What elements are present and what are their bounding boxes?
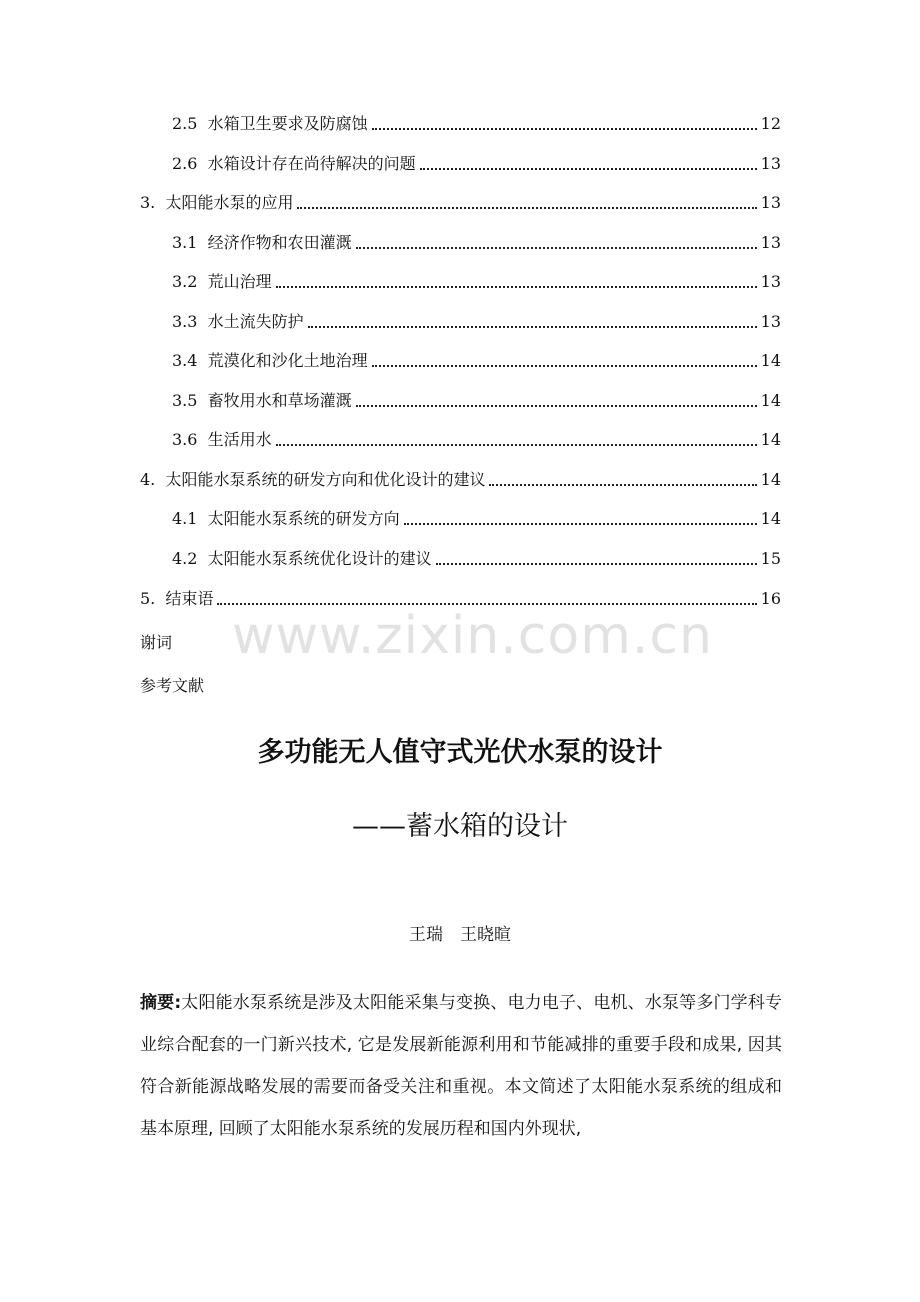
- toc-references[interactable]: 参考文献: [140, 676, 205, 695]
- authors: 王瑞 王晓暄: [409, 925, 511, 945]
- toc-title: [197, 312, 303, 332]
- toc-leader: [436, 563, 757, 565]
- toc-page-number: 14: [760, 391, 781, 410]
- abstract-label: 摘要:: [140, 993, 182, 1013]
- toc-title: [197, 430, 271, 450]
- toc-title-text: 太阳能水泵的应用: [165, 193, 294, 212]
- toc-page-number: 14: [760, 509, 781, 528]
- paper-subtitle: ——蓄水箱的设计: [352, 811, 568, 842]
- paper-title: 多功能无人值守式光伏水泵的设计: [257, 737, 663, 768]
- toc-entry-4-1[interactable]: [172, 505, 781, 529]
- toc-entry-3-6[interactable]: [172, 426, 781, 450]
- toc-entry-3-3[interactable]: [172, 308, 781, 332]
- toc-number: 3.4: [172, 351, 198, 370]
- toc-title: [197, 233, 351, 253]
- toc-number: 4.1: [172, 509, 198, 528]
- toc-leader: [372, 365, 757, 367]
- toc-number: 2.5: [172, 114, 198, 133]
- abstract: [140, 982, 782, 1150]
- abstract-text: 太阳能水泵系统是涉及太阳能采集与变换、电力电子、电机、水泵等多门学科专业综合配套的一门新兴技术, 它是发展新能源利用和节能减排的重要手段和成果, 因其符合新能源战略发展的需要而备受关注和重视。本文简述了太阳能水泵系统的组成和基本原理, 回顾了太阳能水泵系统的发展历程和国内外现状,: [140, 993, 782, 1139]
- toc-entry-3[interactable]: [140, 189, 781, 213]
- toc-title: [155, 589, 213, 609]
- toc-page-number: 12: [760, 114, 781, 133]
- toc-number: 2.6: [172, 154, 198, 173]
- toc-title-text: 结束语: [165, 589, 214, 608]
- toc-leader: [297, 207, 756, 209]
- toc-leader: [404, 523, 757, 525]
- toc-title-text: 太阳能水泵系统的研发方向和优化设计的建议: [165, 470, 486, 489]
- toc-number: 3.5: [172, 391, 198, 410]
- toc-number: 3.6: [172, 430, 198, 449]
- toc-title: [155, 193, 293, 213]
- toc-title-text: 经济作物和农田灌溉: [207, 233, 352, 252]
- toc-page-number: 13: [760, 193, 781, 212]
- toc-page-number: 13: [760, 312, 781, 331]
- toc-title: [197, 154, 415, 174]
- toc-entry-4[interactable]: [140, 466, 781, 490]
- toc-page-number: 13: [760, 272, 781, 291]
- toc-entry-3-1[interactable]: [172, 229, 781, 253]
- toc-title: [197, 391, 351, 411]
- toc-entry-3-4[interactable]: [172, 347, 781, 371]
- toc-number: 3.3: [172, 312, 198, 331]
- toc-thanks[interactable]: 谢词: [140, 633, 173, 652]
- toc-title: [197, 509, 399, 529]
- toc-title-text: 太阳能水泵系统优化设计的建议: [207, 549, 432, 568]
- toc-leader: [356, 247, 757, 249]
- toc-leader: [276, 444, 757, 446]
- toc-leader: [420, 168, 757, 170]
- toc-page-number: 14: [760, 351, 781, 370]
- toc-page-number: 14: [760, 470, 781, 489]
- toc-number: 5.: [140, 589, 156, 608]
- toc-page-number: 15: [760, 549, 781, 568]
- toc-entry-4-2[interactable]: [172, 545, 781, 569]
- toc-title-text: 水土流失防护: [207, 312, 304, 331]
- toc-title: [197, 272, 271, 292]
- toc-title-text: 生活用水: [207, 430, 272, 449]
- toc-title: [197, 351, 367, 371]
- toc-entry-2-5[interactable]: [172, 110, 781, 134]
- toc-number: 3.2: [172, 272, 198, 291]
- toc-entry-2-6[interactable]: [172, 150, 781, 174]
- toc-title: [197, 549, 431, 569]
- toc-number: 3.: [140, 193, 156, 212]
- toc-page-number: 13: [760, 233, 781, 252]
- toc-entry-3-2[interactable]: [172, 268, 781, 292]
- toc-leader: [276, 286, 757, 288]
- toc-title-text: 水箱设计存在尚待解决的问题: [207, 154, 416, 173]
- toc-number: 4.: [140, 470, 156, 489]
- toc-title-text: 水箱卫生要求及防腐蚀: [207, 114, 368, 133]
- toc-title-text: 荒漠化和沙化土地治理: [207, 351, 368, 370]
- toc-leader: [489, 484, 756, 486]
- toc-title-text: 太阳能水泵系统的研发方向: [207, 509, 400, 528]
- toc-leader: [217, 603, 756, 605]
- watermark: www.zixin.com.cn: [232, 606, 713, 666]
- toc-page-number: 13: [760, 154, 781, 173]
- toc-title-text: 畜牧用水和草场灌溉: [207, 391, 352, 410]
- toc-leader: [308, 326, 757, 328]
- toc-number: 4.2: [172, 549, 198, 568]
- toc-title: [197, 114, 367, 134]
- toc-entry-3-5[interactable]: [172, 387, 781, 411]
- toc-title-text: 荒山治理: [207, 272, 272, 291]
- toc-title: [155, 470, 485, 490]
- toc-page-number: 14: [760, 430, 781, 449]
- toc-leader: [356, 405, 757, 407]
- toc-number: 3.1: [172, 233, 198, 252]
- toc-page-number: 16: [760, 589, 781, 608]
- toc-leader: [372, 128, 757, 130]
